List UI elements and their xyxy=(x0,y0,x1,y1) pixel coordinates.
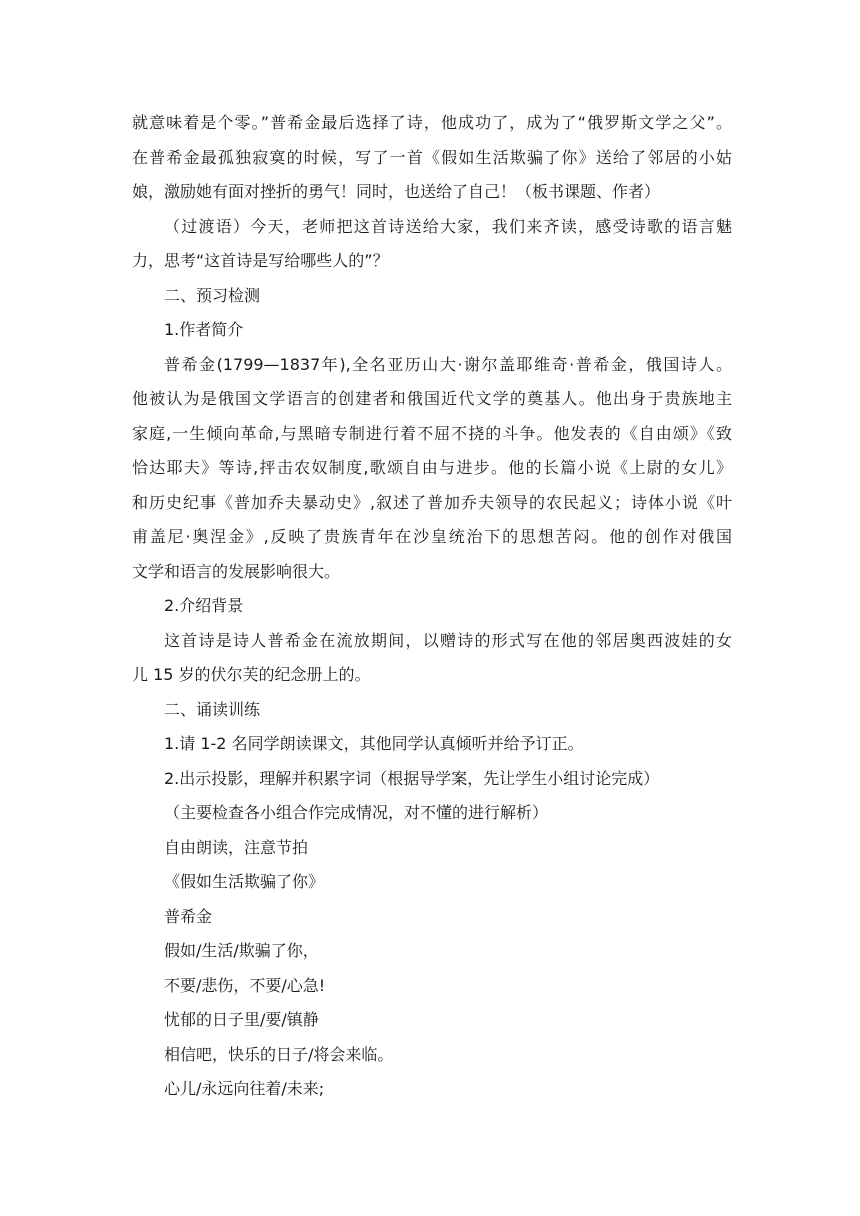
author-bio-line-2: 他被认为是俄国文学语言的创建者和俄国近代文学的奠基人。他出身于贵族地主 xyxy=(132,389,732,408)
poem-line-1: 假如/生活/欺骗了你， xyxy=(164,941,319,960)
poem-author: 普希金 xyxy=(164,906,213,926)
background-line-2: 儿 15 岁的伏尔芙的纪念册上的。 xyxy=(132,665,371,684)
section-heading-reading: 二、诵读训练 xyxy=(164,699,261,719)
author-bio-line-1: 普希金(1799—1837年),全名亚历山大·谢尔盖耶维奇·普希金，俄国诗人。 xyxy=(164,354,732,374)
author-bio-line-7: 文学和语言的发展影响很大。 xyxy=(132,561,341,581)
reading-step-2: 2.出示投影，理解并积累字词（根据导学案，先让学生小组讨论完成） xyxy=(164,768,660,788)
transition-line-1: （过渡语）今天，老师把这首诗送给大家，我们来齐读，感受诗歌的语言魅 xyxy=(164,216,732,236)
reading-step-1: 1.请 1-2 名同学朗读课文，其他同学认真倾听并给予订正。 xyxy=(164,734,584,753)
poem-line-5: 心儿/永远向往着/未来; xyxy=(164,1079,325,1098)
poem-title: 《假如生活欺骗了你》 xyxy=(164,872,325,891)
author-bio-line-4: 恰达耶夫》等诗,抨击农奴制度,歌颂自由与进步。他的长篇小说《上尉的女儿》 xyxy=(132,458,732,477)
author-bio-line-5: 和历史纪事《普加乔夫暴动史》,叙述了普加乔夫领导的农民起义；诗体小说《叶 xyxy=(132,492,732,512)
poem-line-4: 相信吧，快乐的日子/将会来临。 xyxy=(164,1044,394,1064)
poem-line-3: 忧郁的日子里/要/镇静 xyxy=(164,1010,319,1029)
author-bio-line-6: 甫盖尼·奥涅金》,反映了贵族青年在沙皇统治下的思想苦闷。他的创作对俄国 xyxy=(132,527,732,546)
intro-line-2: 在普希金最孤独寂寞的时候，写了一首《假如生活欺骗了你》送给了邻居的小姑 xyxy=(132,147,732,167)
section-heading-preview: 二、预习检测 xyxy=(164,285,261,305)
document-body xyxy=(132,106,732,1107)
intro-line-1: 就意味着是个零。”普希金最后选择了诗，他成功了，成为了“俄罗斯文学之父”。 xyxy=(132,113,732,132)
background-line-1: 这首诗是诗人普希金在流放期间，以赠诗的形式写在他的邻居奥西波娃的女 xyxy=(164,630,732,650)
author-bio-line-3: 家庭,一生倾向革命,与黑暗专制进行着不屈不挠的斗争。他发表的《自由颂》《致 xyxy=(132,423,732,443)
intro-line-3: 娘，激励她有面对挫折的勇气！同时，也送给了自己！（板书课题、作者） xyxy=(132,182,661,201)
transition-line-2: 力，思考“这首诗是写给哪些人的”？ xyxy=(132,251,389,270)
reading-step-2-note: （主要检查各小组合作完成情况，对不懂的进行解析） xyxy=(164,803,549,822)
author-heading: 1.作者简介 xyxy=(164,320,244,339)
poem-line-2: 不要/悲伤，不要/心急! xyxy=(164,975,326,995)
background-heading: 2.介绍背景 xyxy=(164,596,244,615)
free-reading-label: 自由朗读，注意节拍 xyxy=(164,837,309,857)
